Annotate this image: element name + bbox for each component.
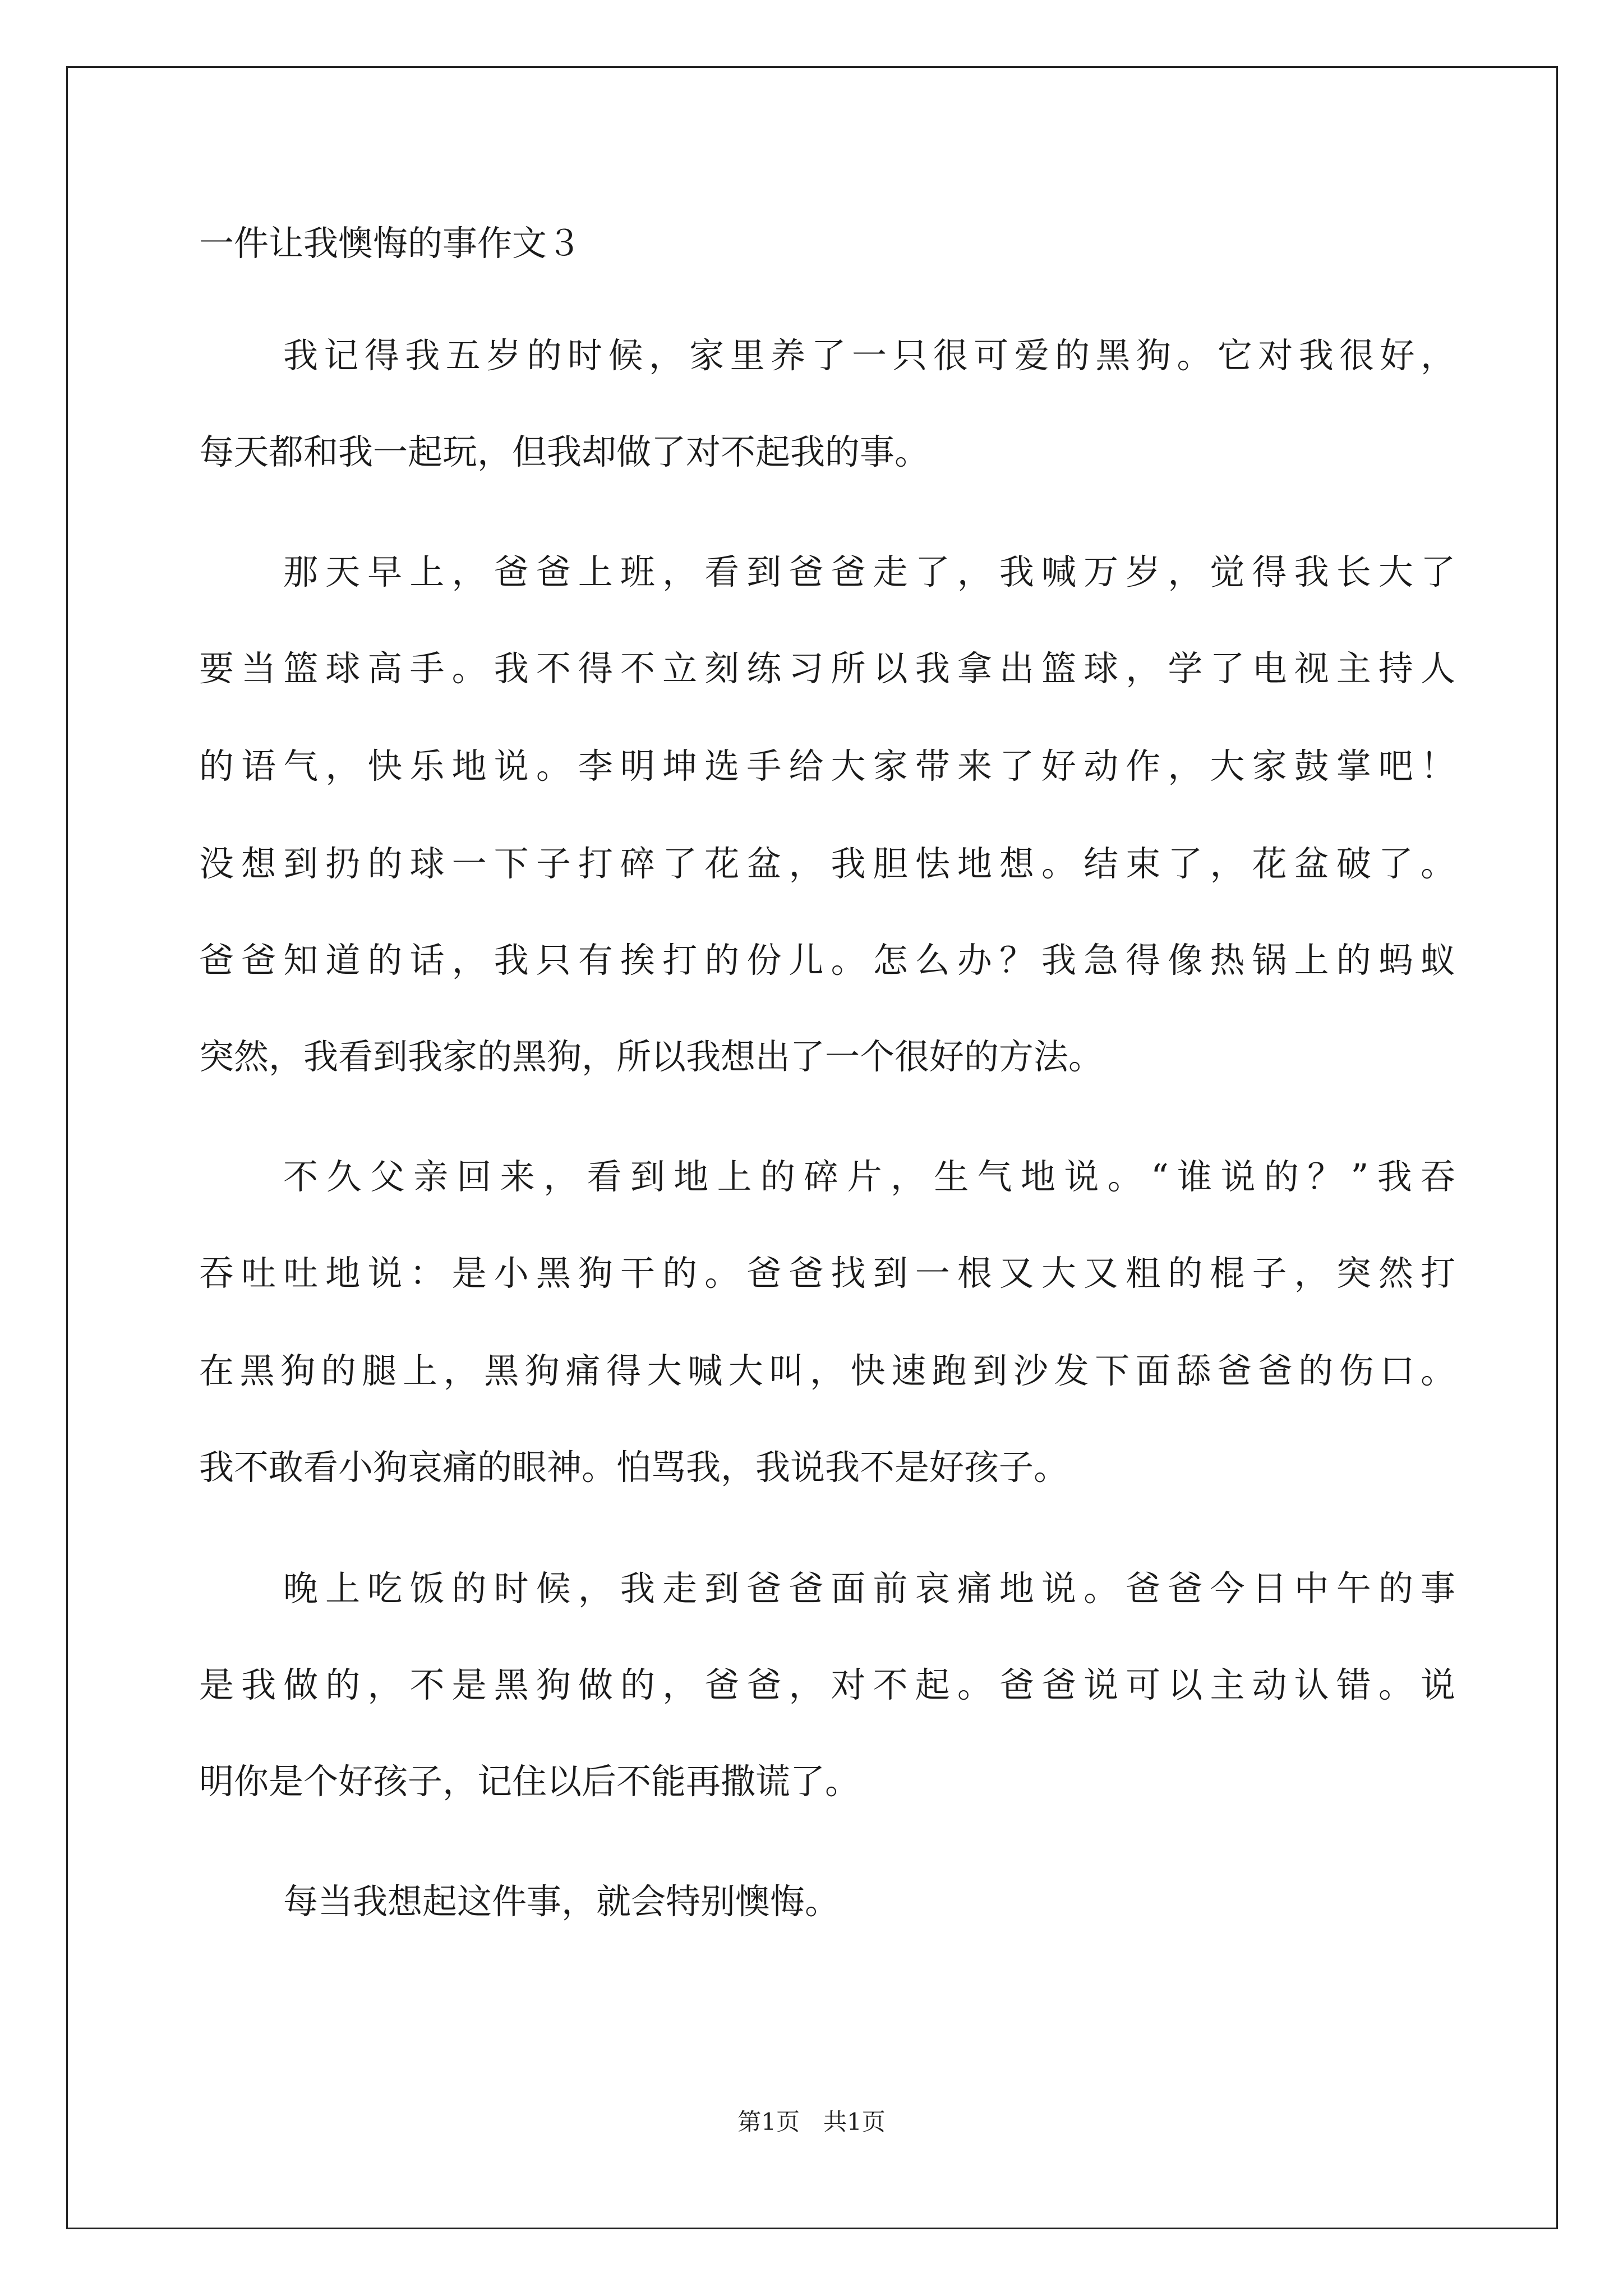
paragraph-line: 晚上吃饭的时候，我走到爸爸面前哀痛地说。爸爸今日中午的事 (283, 1568, 1455, 1609)
paragraph-line: 每当我想起这件事，就会特别懊悔。 (283, 1881, 840, 1922)
paragraph-line: 那天早上，爸爸上班，看到爸爸走了，我喊万岁，觉得我长大了 (283, 551, 1455, 592)
paragraph-line: 要当篮球高手。我不得不立刻练习所以我拿出篮球，学了电视主持人 (199, 648, 1455, 689)
paragraph-line: 我记得我五岁的时候，家里养了一只很可爱的黑狗。它对我很好， (283, 335, 1455, 376)
paragraph-line: 没想到扔的球一下子打碎了花盆，我胆怯地想。结束了，花盆破了。 (199, 843, 1455, 884)
paragraph-line: 吞吐吐地说：是小黑狗干的。爸爸找到一根又大又粗的棍子，突然打 (199, 1253, 1455, 1294)
paragraph-line: 爸爸知道的话，我只有挨打的份儿。怎么办？我急得像热锅上的蚂蚁 (199, 940, 1455, 981)
paragraph-line: 在黑狗的腿上，黑狗痛得大喊大叫，快速跑到沙发下面舔爸爸的伤口。 (199, 1350, 1455, 1391)
paragraph-line: 突然，我看到我家的黑狗，所以我想出了一个很好的方法。 (199, 1036, 1104, 1077)
paragraph-line: 不久父亲回来，看到地上的碎片，生气地说。“谁说的？”我吞 (283, 1156, 1455, 1197)
paragraph-line: 我不敢看小狗哀痛的眼神。怕骂我，我说我不是好孩子。 (199, 1447, 1069, 1488)
paragraph-line: 明你是个好孩子，记住以后不能再撒谎了。 (199, 1761, 860, 1802)
paragraph-line: 是我做的，不是黑狗做的，爸爸，对不起。爸爸说可以主动认错。说 (199, 1664, 1455, 1705)
paragraph-line: 每天都和我一起玩，但我却做了对不起我的事。 (199, 431, 930, 472)
page-number: 第1页 共1页 (737, 2108, 886, 2136)
document-title: 一件让我懊悔的事作文３ (199, 223, 582, 264)
paragraph-line: 的语气，快乐地说。李明坤选手给大家带来了好动作，大家鼓掌吧！ (199, 746, 1455, 786)
